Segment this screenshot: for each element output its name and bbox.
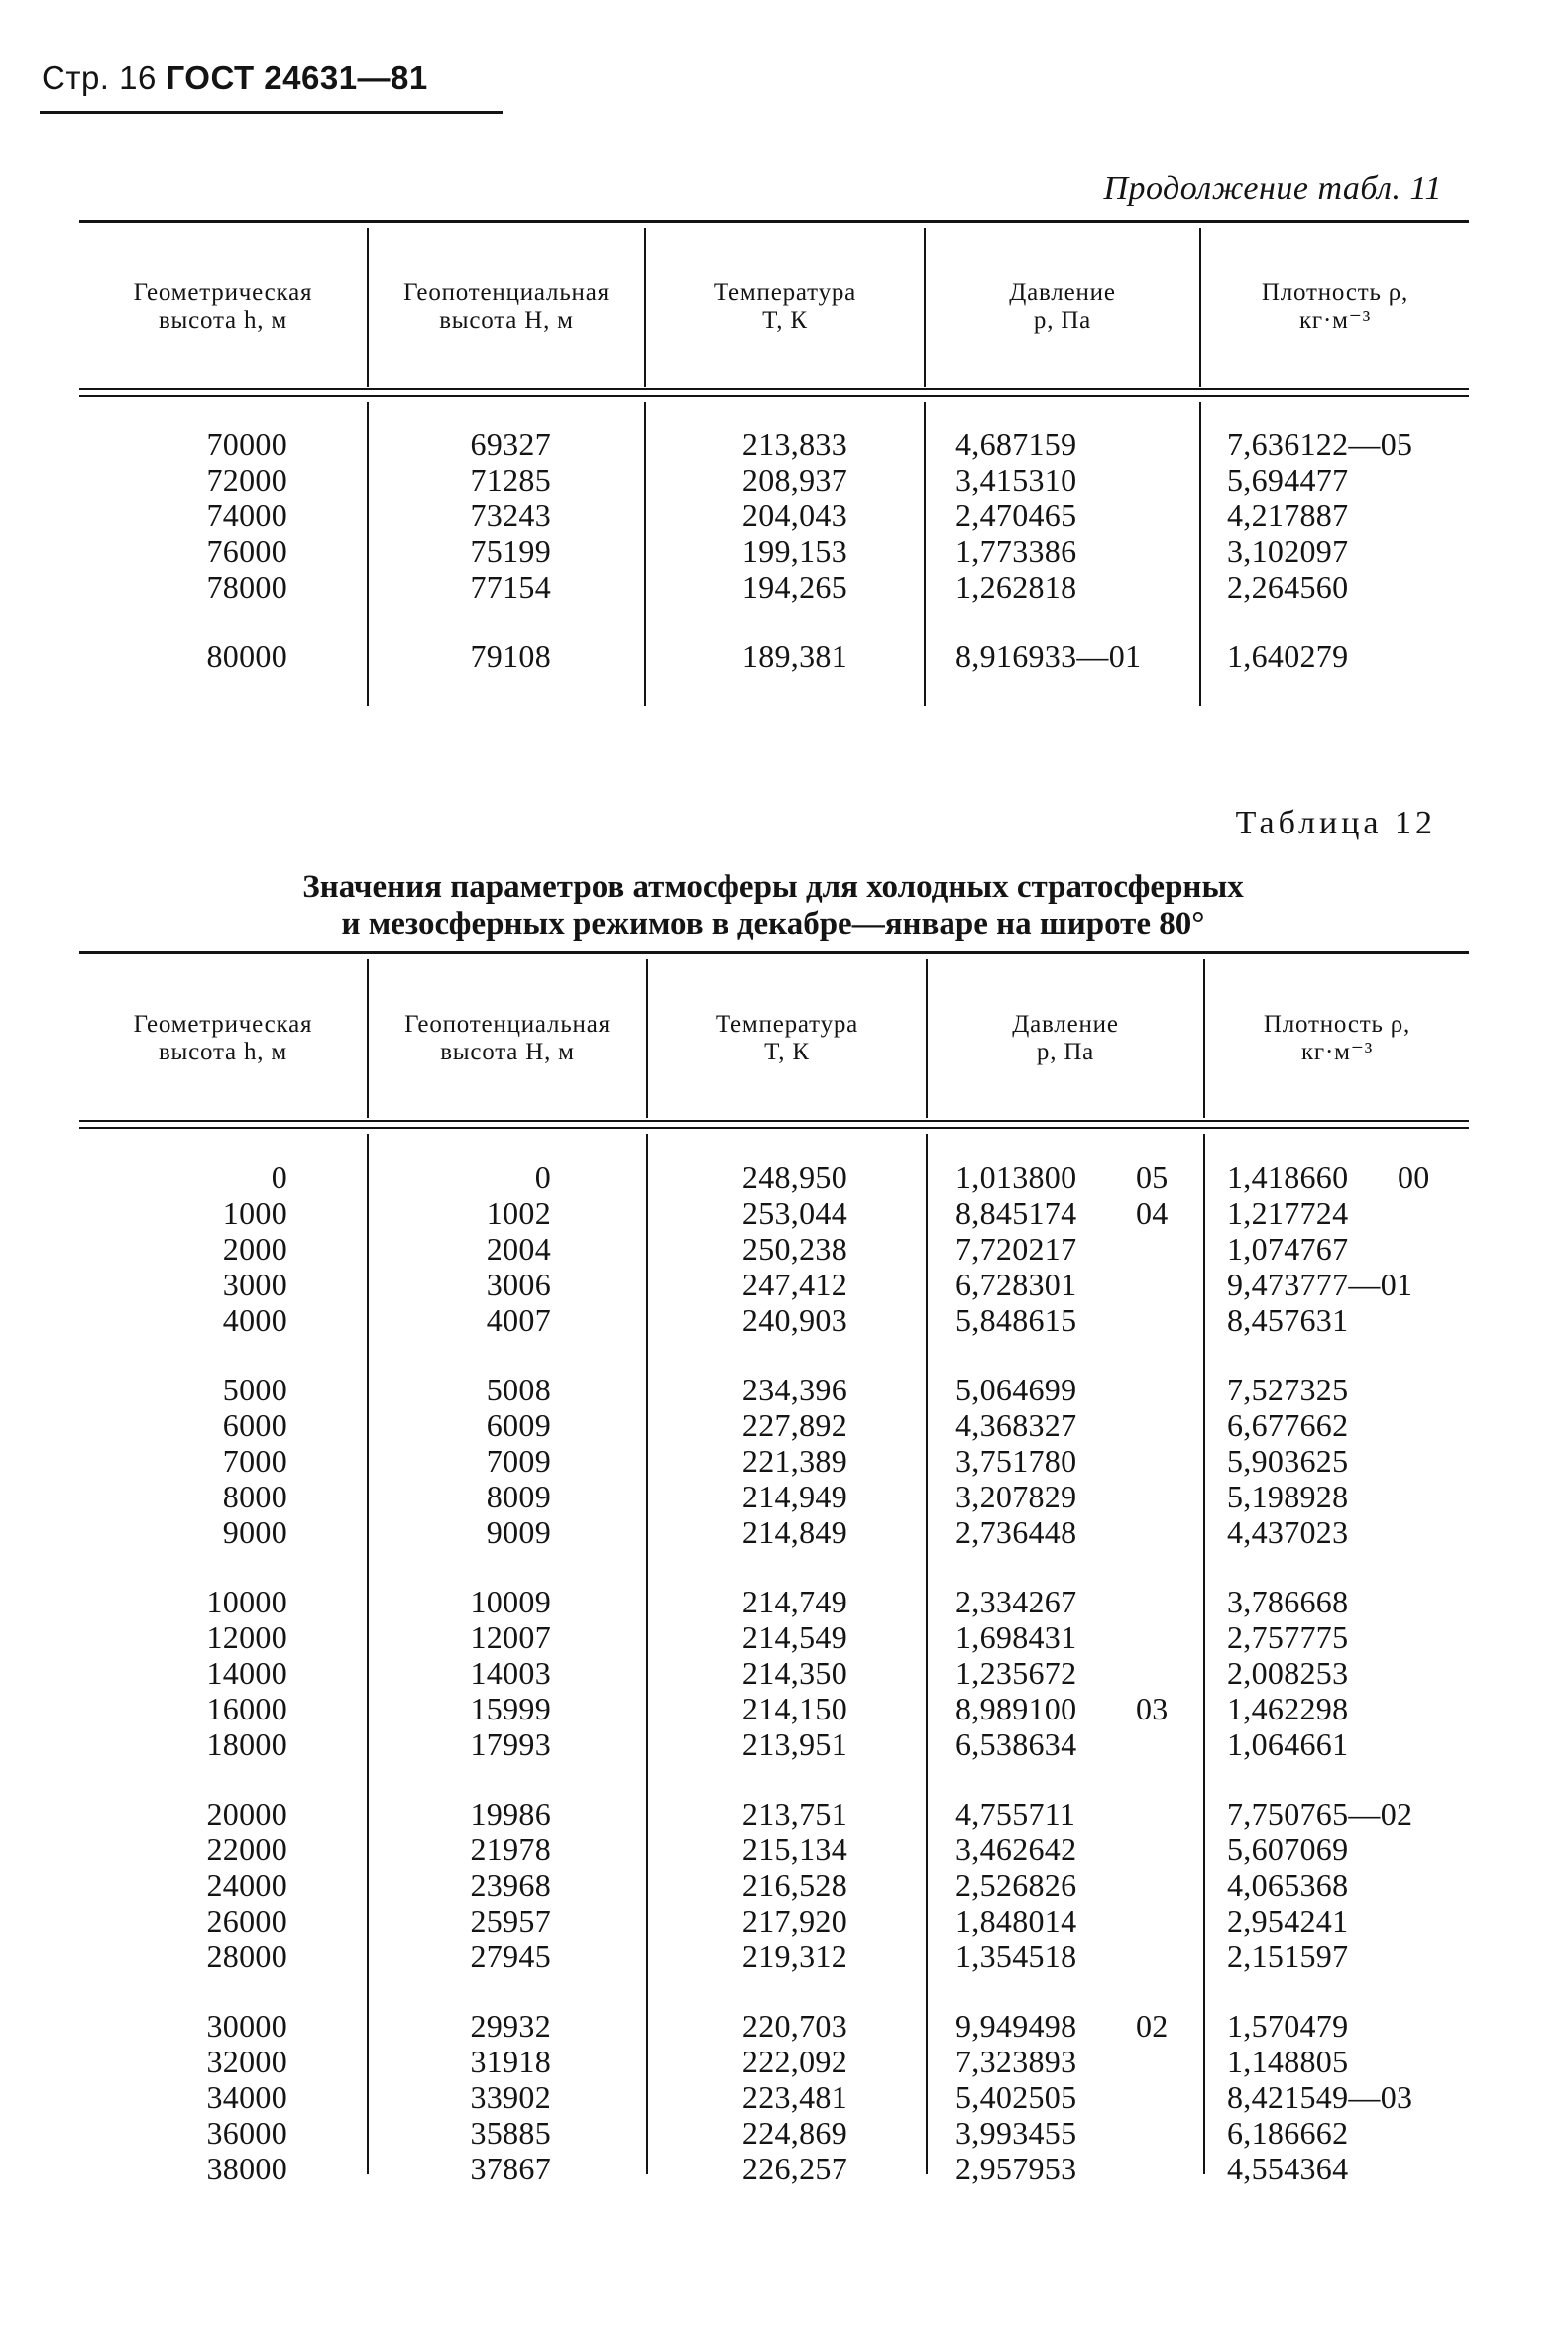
temperature-cell: 213,951 [741, 1726, 847, 1762]
header-line: высота h, м [158, 307, 288, 334]
geopotential-height-cell: 6009 [486, 1407, 551, 1443]
header-pressure [928, 1011, 1203, 1066]
temperature-cell: 240,903 [741, 1302, 847, 1338]
temperature-cell: 214,549 [741, 1619, 847, 1655]
header-line: Температура [715, 1011, 859, 1038]
geometric-height-cell: 28000 [206, 1939, 287, 1974]
density-mantissa-cell: 6,186662 [1227, 2115, 1349, 2151]
geopotential-height-cell: 4007 [486, 1302, 551, 1338]
table-row [79, 1726, 1469, 1762]
geometric-height-cell: 38000 [206, 2151, 287, 2186]
pressure-mantissa-cell: 1,235672 [955, 1655, 1077, 1691]
pressure-mantissa-cell: 6,728301 [955, 1267, 1077, 1302]
temperature-cell: 214,350 [741, 1655, 847, 1691]
geopotential-height-cell: 21978 [470, 1831, 551, 1867]
geopotential-height-cell: 12007 [470, 1619, 551, 1655]
header-density [1201, 279, 1469, 335]
table-row [79, 1267, 1469, 1302]
pressure-mantissa-cell: 8,989100 [955, 1691, 1077, 1726]
header-double-rule [79, 1120, 1469, 1122]
temperature-cell: 194,265 [741, 569, 847, 605]
temperature-cell: 227,892 [741, 1407, 847, 1443]
table-row [79, 1407, 1469, 1443]
page-number: Стр. 16 [42, 59, 157, 96]
table-row [79, 1691, 1469, 1726]
header-geometric-height [79, 279, 367, 335]
geometric-height-cell: 12000 [206, 1619, 287, 1655]
temperature-cell: 222,092 [741, 2044, 847, 2079]
temperature-cell: 189,381 [741, 638, 847, 674]
header-line: Температура [713, 279, 857, 306]
table-row [79, 1514, 1469, 1550]
table-row [79, 2079, 1469, 2115]
geometric-height-cell: 70000 [206, 426, 287, 462]
table-row [79, 1584, 1469, 1619]
table-row [79, 1867, 1469, 1903]
table-title-line-2: и мезосферных режимов в декабре—январе на широте 80° [341, 906, 1205, 942]
geometric-height-cell: 0 [271, 1160, 287, 1195]
pressure-mantissa-cell: 4,687159 [955, 426, 1077, 462]
geopotential-height-cell: 37867 [470, 2151, 551, 2186]
temperature-cell: 216,528 [741, 1867, 847, 1903]
table-row [79, 1302, 1469, 1338]
temperature-cell: 213,833 [741, 426, 847, 462]
pressure-mantissa-cell: 2,736448 [955, 1514, 1077, 1550]
density-mantissa-cell: 1,462298 [1227, 1691, 1349, 1726]
geopotential-height-cell: 75199 [470, 533, 551, 569]
density-mantissa-cell: 7,527325 [1227, 1372, 1349, 1407]
geopotential-height-cell: 29932 [470, 2008, 551, 2044]
table-top-rule [79, 220, 1469, 223]
temperature-cell: 226,257 [741, 2151, 847, 2186]
pressure-exponent-cell: 05 [1136, 1160, 1169, 1195]
geometric-height-cell: 9000 [222, 1514, 287, 1550]
pressure-mantissa-cell: 9,949498 [955, 2008, 1077, 2044]
pressure-mantissa-cell: 2,957953 [955, 2151, 1077, 2186]
density-mantissa-cell: 1,570479 [1227, 2008, 1349, 2044]
table-row [79, 1160, 1469, 1195]
temperature-cell: 248,950 [741, 1160, 847, 1195]
header-double-rule [79, 395, 1469, 397]
density-mantissa-cell: 2,264560 [1227, 569, 1349, 605]
continuation-caption: Продолжение табл. 11 [1103, 170, 1442, 207]
header-geometric-height [79, 1011, 367, 1066]
pressure-mantissa-cell: 7,720217 [955, 1231, 1077, 1267]
geometric-height-cell: 32000 [206, 2044, 287, 2079]
table-row [79, 1479, 1469, 1514]
geopotential-height-cell: 1002 [486, 1195, 551, 1231]
geopotential-height-cell: 23968 [470, 1867, 551, 1903]
density-mantissa-cell: 7,636122—05 [1227, 426, 1413, 462]
pressure-mantissa-cell: 3,207829 [955, 1479, 1077, 1514]
geometric-height-cell: 10000 [206, 1584, 287, 1619]
temperature-cell: 220,703 [741, 2008, 847, 2044]
header-line: кг·м⁻³ [1300, 1039, 1374, 1065]
header-line: Плотность ρ, [1261, 279, 1409, 306]
header-line: Плотность ρ, [1263, 1011, 1411, 1038]
geometric-height-cell: 20000 [206, 1796, 287, 1831]
header-line: Геометрическая [133, 1011, 313, 1038]
geometric-height-cell: 76000 [206, 533, 287, 569]
table-top-rule [79, 951, 1469, 954]
pressure-mantissa-cell: 6,538634 [955, 1726, 1077, 1762]
table-row [79, 1655, 1469, 1691]
geopotential-height-cell: 33902 [470, 2079, 551, 2115]
table-row [79, 638, 1469, 674]
geopotential-height-cell: 8009 [486, 1479, 551, 1514]
density-mantissa-cell: 7,750765—02 [1227, 1796, 1413, 1831]
geometric-height-cell: 4000 [222, 1302, 287, 1338]
table-row [79, 2044, 1469, 2079]
geopotential-height-cell: 2004 [486, 1231, 551, 1267]
density-mantissa-cell: 8,457631 [1227, 1302, 1349, 1338]
geometric-height-cell: 74000 [206, 498, 287, 533]
density-mantissa-cell: 1,074767 [1227, 1231, 1349, 1267]
geometric-height-cell: 3000 [222, 1267, 287, 1302]
pressure-exponent-cell: 04 [1136, 1195, 1169, 1231]
geopotential-height-cell: 7009 [486, 1443, 551, 1479]
geometric-height-cell: 16000 [206, 1691, 287, 1726]
pressure-mantissa-cell: 1,262818 [955, 569, 1077, 605]
table-row [79, 2151, 1469, 2186]
geopotential-height-cell: 69327 [470, 426, 551, 462]
density-mantissa-cell: 4,217887 [1227, 498, 1349, 533]
table-label: Таблица 12 [1235, 805, 1436, 841]
table-row [79, 1796, 1469, 1831]
temperature-cell: 208,937 [741, 462, 847, 498]
density-mantissa-cell: 4,554364 [1227, 2151, 1349, 2186]
header-line: Геопотенциальная [404, 1011, 611, 1038]
geopotential-height-cell: 79108 [470, 638, 551, 674]
temperature-cell: 213,751 [741, 1796, 847, 1831]
table-row [79, 1195, 1469, 1231]
geopotential-height-cell: 73243 [470, 498, 551, 533]
geopotential-height-cell: 27945 [470, 1939, 551, 1974]
density-mantissa-cell: 2,757775 [1227, 1619, 1349, 1655]
geopotential-height-cell: 5008 [486, 1372, 551, 1407]
pressure-mantissa-cell: 8,845174 [955, 1195, 1077, 1231]
geopotential-height-cell: 17993 [470, 1726, 551, 1762]
geopotential-height-cell: 10009 [470, 1584, 551, 1619]
density-mantissa-cell: 2,954241 [1227, 1903, 1349, 1939]
table-title-line-1: Значения параметров атмосферы для холодных стратосферных [302, 869, 1244, 905]
geometric-height-cell: 5000 [222, 1372, 287, 1407]
temperature-cell: 247,412 [741, 1267, 847, 1302]
table-row [79, 1231, 1469, 1267]
pressure-mantissa-cell: 1,773386 [955, 533, 1077, 569]
pressure-mantissa-cell: 1,848014 [955, 1903, 1077, 1939]
geometric-height-cell: 22000 [206, 1831, 287, 1867]
table-row [79, 1903, 1469, 1939]
table-11-continued [79, 220, 1469, 716]
header-double-rule [79, 388, 1469, 390]
geopotential-height-cell: 77154 [470, 569, 551, 605]
temperature-cell: 217,920 [741, 1903, 847, 1939]
temperature-cell: 214,749 [741, 1584, 847, 1619]
pressure-mantissa-cell: 3,993455 [955, 2115, 1077, 2151]
pressure-mantissa-cell: 4,368327 [955, 1407, 1077, 1443]
table-row [79, 498, 1469, 533]
pressure-mantissa-cell: 2,526826 [955, 1867, 1077, 1903]
pressure-mantissa-cell: 3,415310 [955, 462, 1077, 498]
geometric-height-cell: 2000 [222, 1231, 287, 1267]
pressure-mantissa-cell: 1,354518 [955, 1939, 1077, 1974]
geometric-height-cell: 1000 [222, 1195, 287, 1231]
geometric-height-cell: 34000 [206, 2079, 287, 2115]
header-line: высота H, м [439, 307, 574, 334]
density-mantissa-cell: 1,217724 [1227, 1195, 1349, 1231]
geometric-height-cell: 78000 [206, 569, 287, 605]
header-temperature [648, 1011, 926, 1066]
table-row [79, 2115, 1469, 2151]
header-line: высота H, м [440, 1039, 575, 1065]
pressure-exponent-cell: 03 [1136, 1691, 1169, 1726]
geopotential-height-cell: 14003 [470, 1655, 551, 1691]
table-row [79, 533, 1469, 569]
density-mantissa-cell: 1,418660 [1227, 1160, 1349, 1195]
geometric-height-cell: 30000 [206, 2008, 287, 2044]
temperature-cell: 214,849 [741, 1514, 847, 1550]
geometric-height-cell: 80000 [206, 638, 287, 674]
geometric-height-cell: 72000 [206, 462, 287, 498]
temperature-cell: 199,153 [741, 533, 847, 569]
geometric-height-cell: 8000 [222, 1479, 287, 1514]
header-double-rule [79, 1127, 1469, 1129]
density-mantissa-cell: 2,008253 [1227, 1655, 1349, 1691]
geopotential-height-cell: 35885 [470, 2115, 551, 2151]
geometric-height-cell: 7000 [222, 1443, 287, 1479]
pressure-mantissa-cell: 3,751780 [955, 1443, 1077, 1479]
density-exponent-cell: 00 [1398, 1160, 1430, 1195]
geometric-height-cell: 18000 [206, 1726, 287, 1762]
table-row [79, 1939, 1469, 1974]
temperature-cell: 214,949 [741, 1479, 847, 1514]
geopotential-height-cell: 3006 [486, 1267, 551, 1302]
geopotential-height-cell: 31918 [470, 2044, 551, 2079]
pressure-mantissa-cell: 7,323893 [955, 2044, 1077, 2079]
header-line: Геопотенциальная [403, 279, 610, 306]
table-row [79, 462, 1469, 498]
pressure-mantissa-cell: 2,470465 [955, 498, 1077, 533]
geometric-height-cell: 26000 [206, 1903, 287, 1939]
header-line: T, К [764, 1039, 810, 1065]
header-line: p, Па [1036, 1039, 1095, 1065]
density-mantissa-cell: 5,198928 [1227, 1479, 1349, 1514]
geometric-height-cell: 14000 [206, 1655, 287, 1691]
table-12 [79, 951, 1469, 2200]
pressure-mantissa-cell: 3,462642 [955, 1831, 1077, 1867]
temperature-cell: 250,238 [741, 1231, 847, 1267]
density-mantissa-cell: 9,473777—01 [1227, 1267, 1413, 1302]
header-line: Геометрическая [133, 279, 313, 306]
table-row [79, 426, 1469, 462]
density-mantissa-cell: 3,786668 [1227, 1584, 1349, 1619]
table-row [79, 569, 1469, 605]
temperature-cell: 253,044 [741, 1195, 847, 1231]
table-row [79, 1619, 1469, 1655]
table-row [79, 1372, 1469, 1407]
geometric-height-cell: 6000 [222, 1407, 287, 1443]
header-line: p, Па [1033, 307, 1092, 334]
header-geopotential-height [369, 279, 644, 335]
geopotential-height-cell: 0 [534, 1160, 551, 1195]
density-mantissa-cell: 5,694477 [1227, 462, 1349, 498]
temperature-cell: 214,150 [741, 1691, 847, 1726]
geopotential-height-cell: 9009 [486, 1514, 551, 1550]
density-mantissa-cell: 1,064661 [1227, 1726, 1349, 1762]
temperature-cell: 223,481 [741, 2079, 847, 2115]
header-line: Давление [1009, 279, 1116, 306]
density-mantissa-cell: 4,437023 [1227, 1514, 1349, 1550]
header-density [1205, 1011, 1469, 1066]
table-row [79, 1831, 1469, 1867]
pressure-mantissa-cell: 1,013800 [955, 1160, 1077, 1195]
pressure-mantissa-cell: 4,755711 [955, 1796, 1076, 1831]
density-mantissa-cell: 2,151597 [1227, 1939, 1349, 1974]
table-row [79, 1443, 1469, 1479]
density-mantissa-cell: 4,065368 [1227, 1867, 1349, 1903]
temperature-cell: 224,869 [741, 2115, 847, 2151]
header-line: высота h, м [158, 1039, 288, 1065]
geopotential-height-cell: 15999 [470, 1691, 551, 1726]
header-geopotential-height [369, 1011, 646, 1066]
pressure-exponent-cell: 02 [1136, 2008, 1169, 2044]
geopotential-height-cell: 71285 [470, 462, 551, 498]
header-rule [40, 111, 503, 114]
temperature-cell: 221,389 [741, 1443, 847, 1479]
temperature-cell: 215,134 [741, 1831, 847, 1867]
geopotential-height-cell: 19986 [470, 1796, 551, 1831]
pressure-mantissa-cell: 5,064699 [955, 1372, 1077, 1407]
header-line: Давление [1012, 1011, 1119, 1038]
density-mantissa-cell: 1,640279 [1227, 638, 1349, 674]
header-line: кг·м⁻³ [1298, 307, 1372, 334]
header-temperature [646, 279, 924, 335]
pressure-mantissa-cell: 8,916933—01 [955, 638, 1142, 674]
table-row [79, 2008, 1469, 2044]
pressure-mantissa-cell: 5,402505 [955, 2079, 1077, 2115]
density-mantissa-cell: 6,677662 [1227, 1407, 1349, 1443]
density-mantissa-cell: 3,102097 [1227, 533, 1349, 569]
geometric-height-cell: 24000 [206, 1867, 287, 1903]
pressure-mantissa-cell: 2,334267 [955, 1584, 1077, 1619]
density-mantissa-cell: 5,607069 [1227, 1831, 1349, 1867]
density-mantissa-cell: 8,421549—03 [1227, 2079, 1413, 2115]
pressure-mantissa-cell: 5,848615 [955, 1302, 1077, 1338]
header-pressure [926, 279, 1199, 335]
temperature-cell: 234,396 [741, 1372, 847, 1407]
geometric-height-cell: 36000 [206, 2115, 287, 2151]
gost-number: ГОСТ 24631—81 [166, 59, 428, 96]
geopotential-height-cell: 25957 [470, 1903, 551, 1939]
density-mantissa-cell: 5,903625 [1227, 1443, 1349, 1479]
pressure-mantissa-cell: 1,698431 [955, 1619, 1077, 1655]
header-line: T, К [762, 307, 808, 334]
page-header [42, 59, 428, 97]
temperature-cell: 204,043 [741, 498, 847, 533]
density-mantissa-cell: 1,148805 [1227, 2044, 1349, 2079]
temperature-cell: 219,312 [741, 1939, 847, 1974]
